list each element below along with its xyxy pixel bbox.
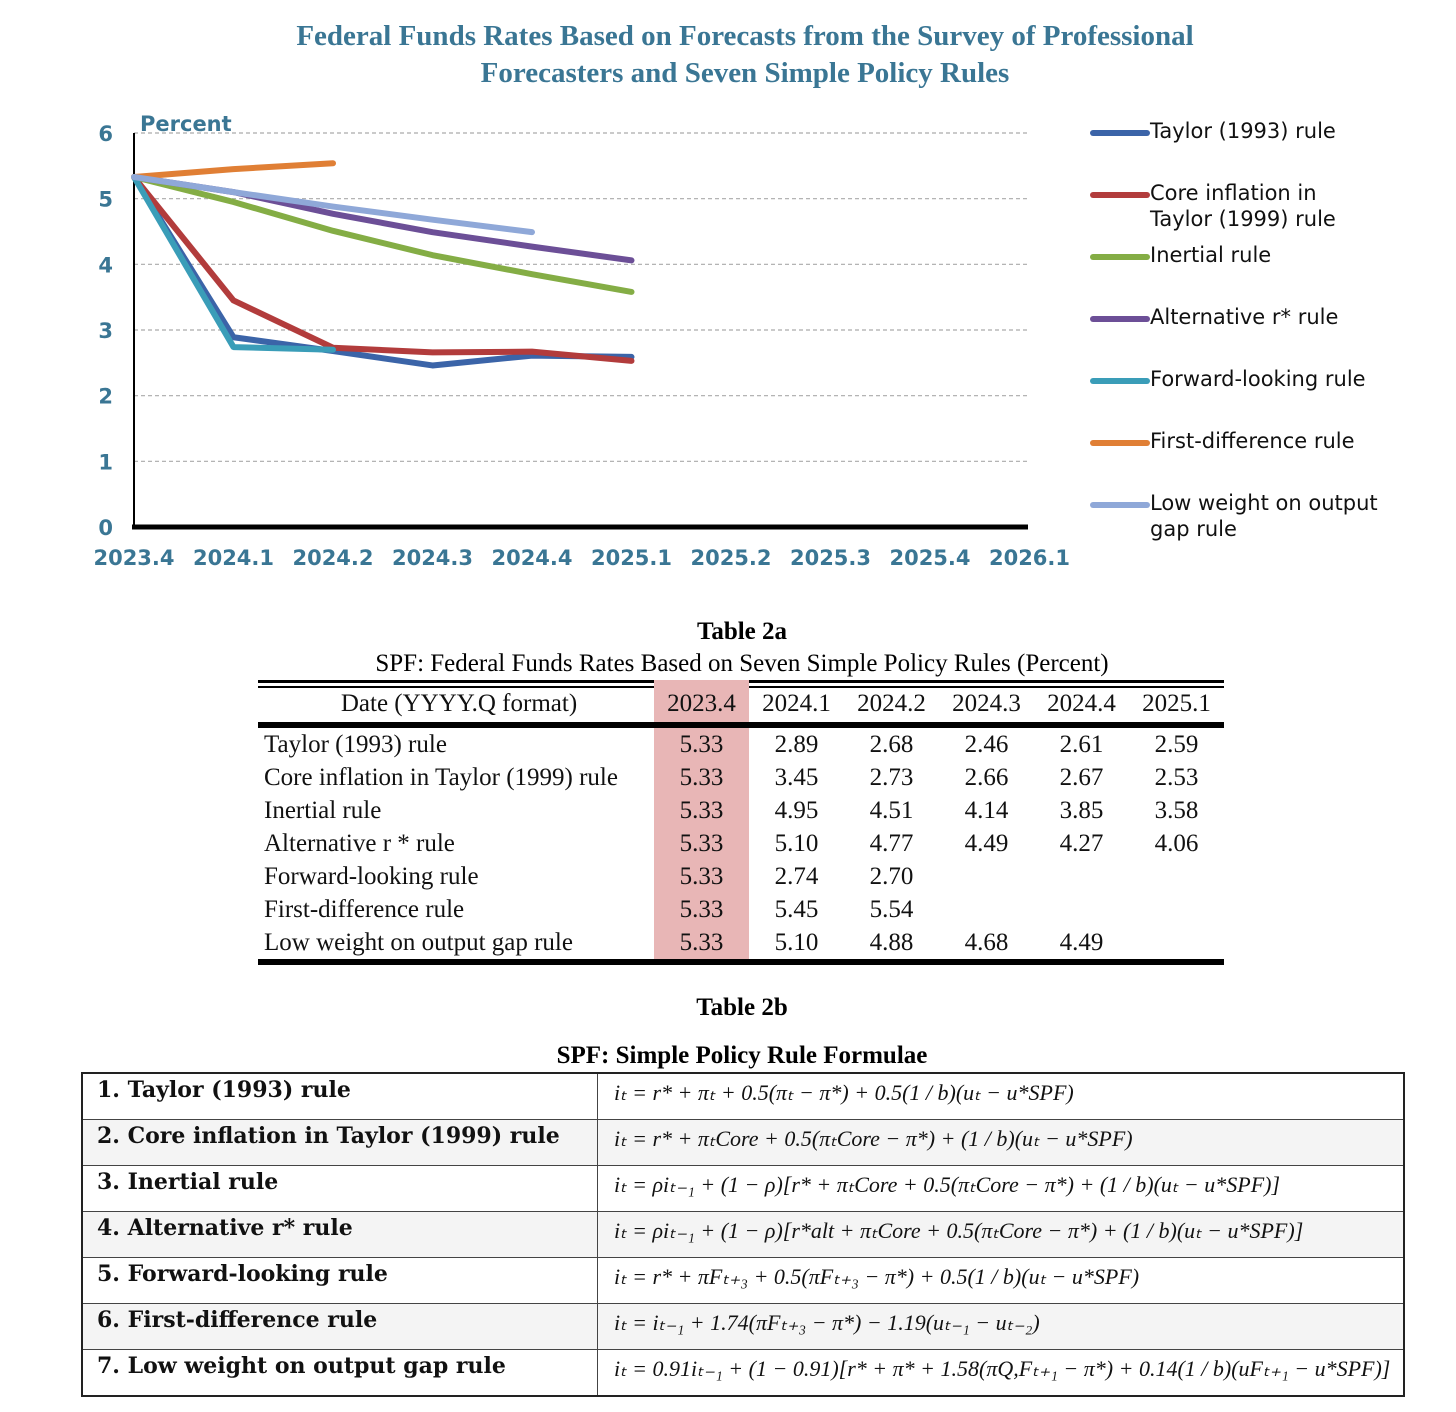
table-cell — [1034, 893, 1129, 926]
table-row — [82, 1350, 1404, 1397]
rule-name: 4. Alternative r* rule — [82, 1212, 598, 1258]
table-cell: 5.33 — [654, 893, 749, 926]
table-cell — [1129, 893, 1224, 926]
x-tick-label: 2024.2 — [292, 546, 374, 570]
table-cell: 5.33 — [654, 761, 749, 794]
y-tick-label: 4 — [98, 253, 113, 278]
legend-label — [1150, 490, 1450, 542]
table-cell — [939, 860, 1034, 893]
table-cell: 5.33 — [654, 794, 749, 827]
table-2b-body — [82, 1073, 1404, 1396]
table-cell — [939, 893, 1034, 926]
table-cell: 2.70 — [869, 862, 914, 890]
legend-swatch — [1090, 316, 1150, 322]
table-cell: 4.88 — [869, 928, 914, 956]
legend-label-line: gap rule — [1150, 517, 1237, 541]
table-row — [82, 1258, 1404, 1304]
row-label: Low weight on output gap rule — [264, 928, 573, 956]
rule-formula: iₜ = iₜ₋₁ + 1.74(πFₜ₊₃ − π*) − 1.19(uₜ₋₁ − uₜ₋₂) — [598, 1304, 1405, 1350]
row-label: Inertial rule — [264, 796, 382, 824]
table-cell: 2.68 — [869, 730, 914, 758]
legend-item — [1090, 118, 1450, 144]
table-cell: 2.61 — [1059, 730, 1104, 758]
legend-swatch — [1090, 192, 1150, 198]
legend-label-line: Taylor (1999) rule — [1150, 207, 1336, 231]
rule-name: 2. Core inflation in Taylor (1999) rule — [82, 1120, 598, 1166]
table-cell — [1129, 860, 1224, 893]
chart-title — [0, 18, 1456, 92]
table-2a-header-row — [258, 680, 1224, 725]
table-cell: 4.95 — [774, 796, 819, 824]
chart-title-line-1: Federal Funds Rates Based on Forecasts from the Survey of Professional — [296, 20, 1194, 52]
legend-item — [1090, 366, 1450, 392]
legend-swatch — [1090, 378, 1150, 384]
table-cell: 4.77 — [869, 829, 914, 857]
table-2a-heading: Table 2a — [696, 618, 788, 645]
y-tick-label: 3 — [98, 319, 113, 343]
table-cell: 5.33 — [654, 860, 749, 893]
legend-item — [1090, 490, 1450, 542]
legend-label-line: Taylor (1993) rule — [1150, 119, 1336, 143]
rule-name: 6. First-difference rule — [82, 1304, 598, 1350]
table-cell: 3.58 — [1154, 796, 1199, 824]
x-tick-label: 2024.3 — [391, 546, 474, 570]
legend-label-line: First-difference rule — [1150, 429, 1355, 453]
table-cell: 2.59 — [1154, 730, 1199, 758]
table-cell: 2.73 — [869, 763, 914, 791]
table-row — [258, 761, 1224, 794]
legend-label — [1150, 304, 1450, 330]
rule-formula: iₜ = ρiₜ₋₁ + (1 − ρ)[r*alt + πₜCore + 0.5(πₜCore − π*) + (1 / b)(uₜ − u*SPF)] — [598, 1212, 1405, 1258]
column-header: 2023.4 — [654, 680, 749, 725]
y-tick-label: 2 — [98, 384, 113, 409]
rule-name: 3. Inertial rule — [82, 1166, 598, 1212]
table-cell: 2.74 — [774, 862, 819, 890]
x-tick-label: 2025.2 — [690, 546, 772, 570]
table-row — [82, 1073, 1404, 1120]
table-row — [82, 1120, 1404, 1166]
legend-label — [1150, 428, 1450, 454]
table-cell: 2.66 — [964, 763, 1009, 791]
row-label: Core inflation in Taylor (1999) rule — [264, 763, 618, 791]
column-header: 2025.1 — [1142, 690, 1211, 717]
rule-formula: iₜ = r* + πₜCore + 0.5(πₜCore − π*) + (1 / b)(uₜ − u*SPF) — [598, 1120, 1405, 1166]
table-cell: 2.89 — [774, 730, 819, 758]
table-cell: 2.53 — [1154, 763, 1199, 791]
table-row — [82, 1304, 1404, 1350]
series-line-2 — [134, 177, 632, 292]
x-tick-label: 2024.4 — [491, 546, 573, 570]
table-row — [258, 725, 1224, 761]
rule-name: 1. Taylor (1993) rule — [82, 1073, 598, 1120]
y-axis-label: Percent — [140, 112, 232, 136]
series-line-6 — [134, 177, 532, 232]
legend-swatch — [1090, 130, 1150, 136]
table-cell: 5.45 — [774, 895, 819, 923]
table-cell: 2.46 — [964, 730, 1009, 758]
rule-name: 5. Forward-looking rule — [82, 1258, 598, 1304]
legend-swatch — [1090, 502, 1150, 508]
x-tick-label: 2023.4 — [93, 546, 175, 570]
table-cell: 5.10 — [774, 829, 819, 857]
legend-label — [1150, 180, 1450, 232]
legend-label-line: Inertial rule — [1150, 243, 1272, 267]
table-cell: 5.33 — [654, 725, 749, 761]
table-row — [82, 1166, 1404, 1212]
x-tick-label: 2025.1 — [590, 546, 673, 570]
date-header: Date (YYYY.Q format) — [340, 690, 578, 717]
series-line-5 — [134, 163, 333, 177]
table-row — [82, 1212, 1404, 1258]
y-tick-label: 5 — [98, 187, 113, 212]
legend-label-line: Alternative r* rule — [1150, 305, 1339, 329]
table-cell — [1034, 860, 1129, 893]
chart-title-line-2: Forecasters and Seven Simple Policy Rules — [480, 57, 1010, 89]
table-cell: 4.06 — [1154, 829, 1199, 857]
table-cell: 5.33 — [654, 827, 749, 860]
table-cell: 4.51 — [869, 796, 914, 824]
legend-swatch — [1090, 440, 1150, 446]
x-tick-label: 2026.1 — [988, 546, 1071, 570]
table-cell: 4.27 — [1059, 829, 1104, 857]
column-header: 2024.4 — [1047, 690, 1116, 717]
rule-name: 7. Low weight on output gap rule — [82, 1350, 598, 1397]
table-row — [258, 794, 1224, 827]
legend-label-line: Core inflation in — [1150, 181, 1317, 205]
row-label: Forward-looking rule — [264, 862, 479, 890]
row-label: First-difference rule — [264, 895, 465, 923]
table-cell — [1129, 926, 1224, 962]
row-label: Taylor (1993) rule — [264, 730, 447, 758]
y-tick-label: 1 — [98, 450, 113, 475]
table-2a-subtitle: SPF: Federal Funds Rates Based on Seven Simple Policy Rules (Percent) — [375, 650, 1109, 677]
legend-label — [1150, 118, 1450, 144]
y-tick-label: 0 — [98, 516, 113, 540]
table-cell: 5.54 — [869, 895, 914, 923]
legend-label-line: Low weight on output — [1150, 491, 1378, 515]
legend-label-line: Forward-looking rule — [1150, 367, 1366, 391]
rule-formula: iₜ = r* + πₜ + 0.5(πₜ − π*) + 0.5(1 / b)(uₜ − u*SPF) — [598, 1073, 1405, 1120]
rule-formula: iₜ = 0.91iₜ₋₁ + (1 − 0.91)[r* + π* + 1.58(πQ,Fₜ₊₁ − π*) + 0.14(1 / b)(uFₜ₊₁ − u*SPF)] — [598, 1350, 1405, 1397]
table-cell: 4.68 — [964, 928, 1009, 956]
table-cell: 5.33 — [654, 926, 749, 962]
table-cell: 5.10 — [774, 928, 819, 956]
legend-label — [1150, 366, 1450, 392]
legend-item — [1090, 180, 1450, 232]
column-header: 2024.3 — [952, 690, 1021, 717]
x-tick-label: 2024.1 — [192, 546, 275, 570]
series-line-1 — [134, 177, 632, 361]
table-cell: 2.67 — [1059, 763, 1104, 791]
table-cell: 3.85 — [1059, 796, 1104, 824]
table-row — [258, 893, 1224, 926]
rule-formula: iₜ = r* + πFₜ₊₃ + 0.5(πFₜ₊₃ − π*) + 0.5(1 / b)(uₜ − u*SPF) — [598, 1258, 1405, 1304]
line-chart — [0, 100, 1090, 580]
table-2b — [81, 1072, 1405, 1397]
y-tick-label: 6 — [98, 122, 113, 146]
legend-item — [1090, 242, 1450, 268]
table-2b-heading: Table 2b — [696, 994, 788, 1021]
rule-formula: iₜ = ρiₜ₋₁ + (1 − ρ)[r* + πₜCore + 0.5(πₜCore − π*) + (1 / b)(uₜ − u*SPF)] — [598, 1166, 1405, 1212]
table-cell: 4.14 — [964, 796, 1009, 824]
column-header: 2024.1 — [762, 690, 831, 717]
x-tick-label: 2025.4 — [889, 546, 971, 570]
legend-swatch — [1090, 254, 1150, 260]
legend-item — [1090, 304, 1450, 330]
legend-label — [1150, 242, 1450, 268]
table-2a — [258, 680, 1224, 965]
table-cell: 4.49 — [964, 829, 1009, 857]
column-header: 2024.2 — [857, 690, 926, 717]
x-tick-label: 2025.3 — [789, 546, 872, 570]
table-cell: 4.49 — [1059, 928, 1104, 956]
table-row — [258, 860, 1224, 893]
row-label: Alternative r * rule — [264, 829, 455, 857]
table-2a-body — [258, 725, 1224, 962]
table-row — [258, 827, 1224, 860]
legend-item — [1090, 428, 1450, 454]
table-row — [258, 926, 1224, 962]
table-cell: 3.45 — [774, 763, 819, 791]
table-2b-subtitle: SPF: Simple Policy Rule Formulae — [556, 1042, 928, 1069]
